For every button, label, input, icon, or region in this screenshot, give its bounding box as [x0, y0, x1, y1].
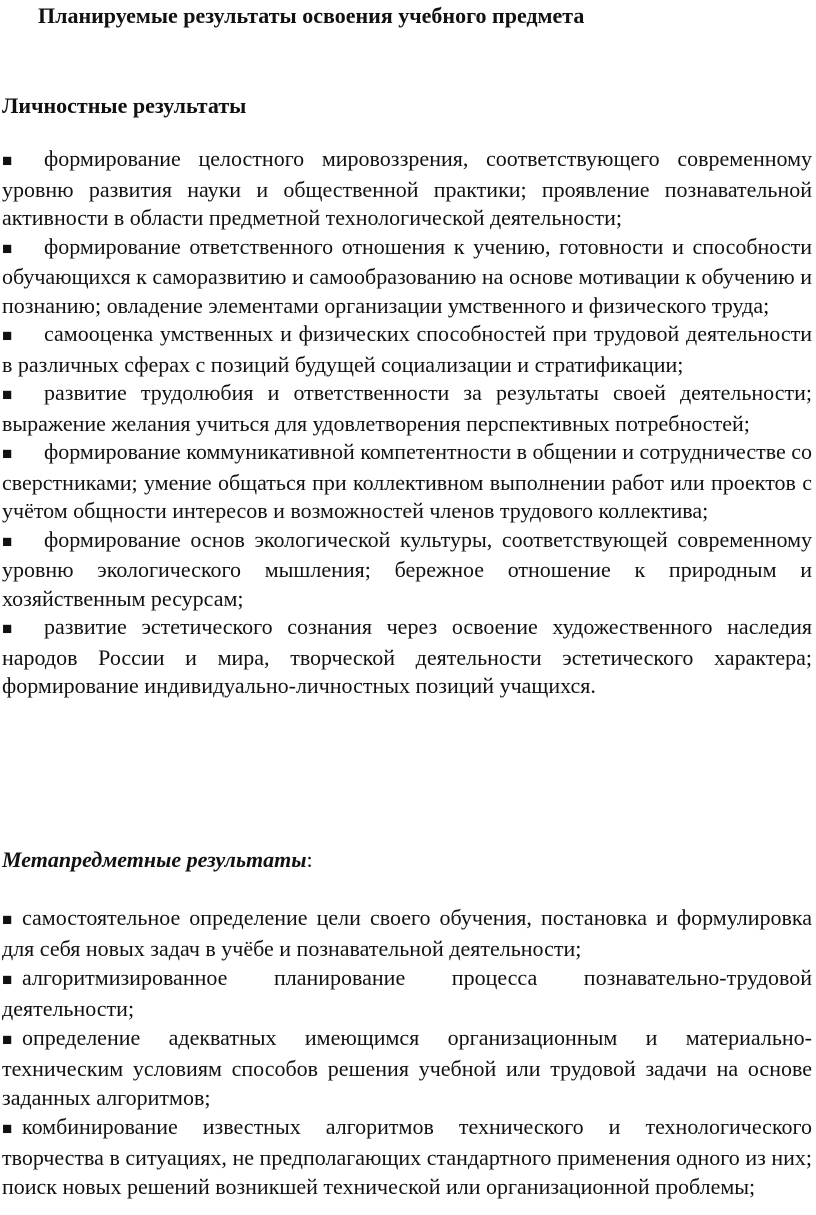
list-item	[2, 613, 812, 701]
list-item	[2, 438, 812, 526]
list-item-text: комбинирование известных алгоритмов технического и технологического творчества в ситуациях, не предполагающих стандартного применения одного из них; поиск новых решений возникшей технической или организационной проблемы;	[2, 1114, 812, 1199]
personal-results-heading: Личностные результаты	[2, 93, 247, 118]
list-item	[2, 145, 812, 233]
bullet-square-icon: ■	[2, 444, 13, 463]
list-item-text: алгоритмизированное планирование процесса познавательно-трудовой деятельности;	[2, 965, 812, 1021]
bullet-square-icon: ■	[2, 531, 13, 551]
list-item	[2, 963, 812, 1023]
meta-results-heading-colon: :	[306, 847, 313, 872]
bullet-square-icon: ■	[2, 910, 13, 929]
bullet-square-icon: ■	[2, 970, 13, 989]
personal-results-list	[2, 145, 812, 701]
list-item	[2, 379, 812, 438]
list-item-text: развитие эстетического сознания через освоение художественного наследия народов России и мира, творческой деятельности эстетического характера; формирование индивидуально-личностных позиций учащихся.	[2, 614, 812, 698]
bullet-square-icon: ■	[2, 238, 13, 258]
meta-results-heading-text: Метапредметные результаты	[2, 847, 307, 872]
bullet-square-icon: ■	[2, 619, 13, 638]
list-item	[2, 1112, 812, 1201]
list-item-text: определение адекватных имеющимся организационным и материально-техническим условиям способов решения учебной или трудовой задачи на основе заданных алгоритмов;	[2, 1025, 812, 1110]
list-item-text: формирование основ экологической культуры, соответствующей современному уровню экологического мышления; бережное отношение к природным и хозяйственным ресурсам;	[2, 526, 812, 611]
list-item-text: формирование коммуникативной компетентности в общении и сотрудничестве со сверстниками; умение общаться при коллективном выполнении работ или проектов с учётом общности интересов и возможностей членов трудового коллектива;	[2, 439, 812, 523]
list-item	[2, 1023, 812, 1112]
list-item-text: формирование ответственного отношения к учению, готовности и способности обучающихся к саморазвитию и самообразованию на основе мотивации к обучению и познанию; овладение элементами организации умственного и физического труда;	[2, 233, 812, 318]
list-item	[2, 903, 812, 963]
document-title: Планируемые результаты освоения учебного предмета	[38, 3, 585, 28]
list-item-text: формирование целостного мировоззрения, соответствующего современному уровню развития науки и общественной практики; проявление познавательной активности в области предметной технологической деятельности;	[2, 146, 812, 230]
list-item-text: самостоятельное определение цели своего обучения, постановка и формулировка для себя новых задач в учёбе и познавательной деятельности;	[2, 905, 812, 961]
list-item	[2, 233, 812, 321]
bullet-square-icon: ■	[2, 385, 13, 404]
list-item-text: самооценка умственных и физических способностей при трудовой деятельности в различных сферах с позиций будущей социализации и стратификации;	[2, 321, 812, 377]
list-item	[2, 320, 812, 379]
bullet-square-icon: ■	[2, 1119, 13, 1138]
bullet-square-icon: ■	[2, 326, 13, 345]
meta-results-list	[2, 903, 812, 1201]
list-item	[2, 526, 812, 614]
bullet-square-icon: ■	[2, 1030, 13, 1049]
list-item-text: развитие трудолюбия и ответственности за результаты своей деятельности; выражение желания учиться для удовлетворения перспективных потребностей;	[2, 380, 812, 436]
bullet-square-icon: ■	[2, 151, 13, 170]
meta-results-heading	[2, 846, 313, 874]
